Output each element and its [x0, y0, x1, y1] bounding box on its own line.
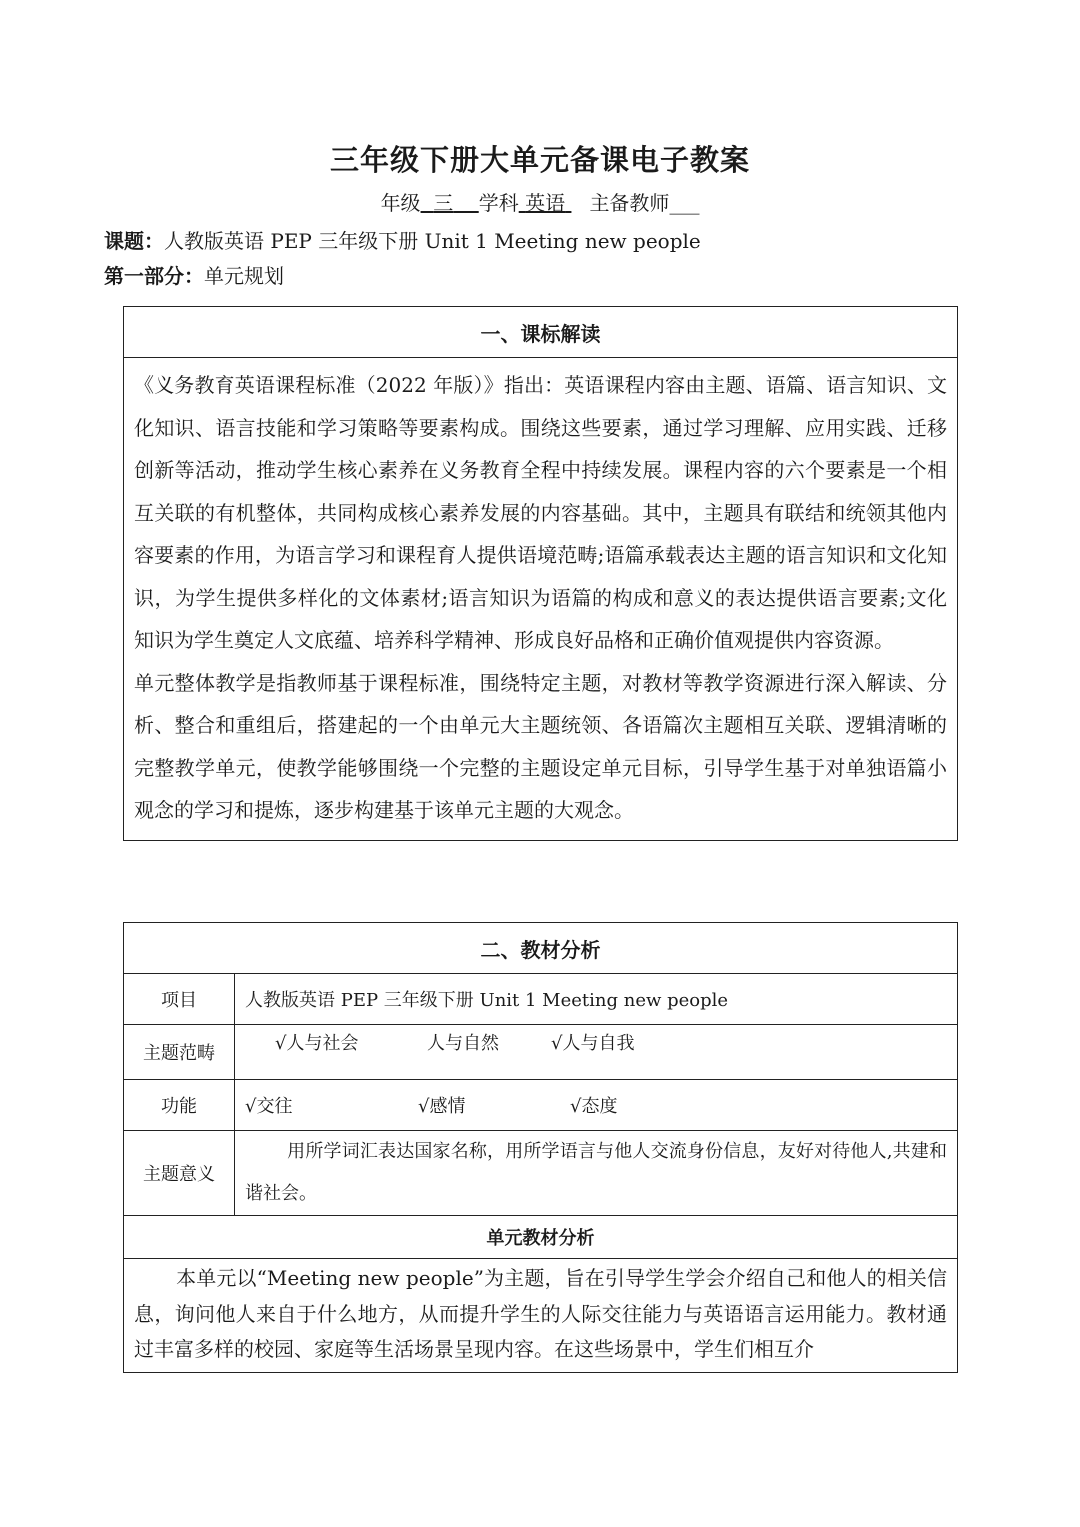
function-options: [235, 1080, 958, 1131]
theme-option-society: √人与社会: [275, 1033, 359, 1054]
textbook-table: [123, 922, 958, 1373]
unit-analysis-heading: 单元教材分析: [124, 1216, 958, 1259]
topic-line: [104, 225, 701, 254]
topic-value: 人教版英语 PEP 三年级下册 Unit 1 Meeting new people: [164, 229, 701, 253]
part-label: 第一部分：: [104, 264, 204, 288]
function-label: 功能: [124, 1080, 235, 1131]
grade-label: 年级: [380, 191, 421, 215]
item-value: 人教版英语 PEP 三年级下册 Unit 1 Meeting new people: [235, 974, 958, 1025]
section2-heading: 二、教材分析: [124, 923, 958, 974]
meaning-cell: [235, 1131, 958, 1216]
theme-label: 主题范畴: [124, 1025, 235, 1080]
subject-value: 英语: [525, 191, 566, 215]
theme-option-nature: 人与自然: [427, 1033, 499, 1054]
page-title: 三年级下册大单元备课电子教案: [329, 143, 750, 177]
part-value: 单元规划: [204, 264, 284, 288]
meaning-label: 主题意义: [124, 1131, 235, 1216]
unit-analysis-text: 本单元以“Meeting new people”为主题，旨在引导学生学会介绍自己和他人的相关信息，询问他人来自于什么地方，从而提升学生的人际交往能力与英语语言运用能力。教材通过丰富多样的校园、家庭等生活场景呈现内容。在这些场景中，学生们相互介: [134, 1266, 947, 1361]
item-label: 项目: [124, 974, 235, 1025]
teacher-label: 主备教师: [589, 191, 670, 215]
topic-label: 课题：: [104, 229, 164, 253]
grade-value: 三: [433, 191, 454, 215]
function-option-communication: √交往: [245, 1096, 293, 1117]
section1-para2: 单元整体教学是指教师基于课程标准，围绕特定主题，对教材等教学资源进行深入解读、分析、整合和重组后，搭建起的一个由单元大主题统领、各语篇次主题相互关联、逻辑清晰的完整教学单元，使教学能够围绕一个完整的主题设定单元目标，引导学生基于对单独语篇小观念的学习和提炼，逐步构建基于该单元主题的大观念。: [134, 670, 947, 822]
curriculum-table: [123, 306, 958, 841]
meaning-value: 用所学词汇表达国家名称，用所学语言与他人交流身份信息，友好对待他人,共建和谐社会。: [245, 1141, 947, 1204]
unit-analysis-cell: [124, 1259, 958, 1373]
section1-para1: 《义务教育英语课程标准（2022 年版）》指出：英语课程内容由主题、语篇、语言知识、文化知识、语言技能和学习策略等要素构成。围绕这些要素，通过学习理解、应用实践、迁移创新等活动，推动学生核心素养在义务教育全程中持续发展。课程内容的六个要素是一个相互关联的有机整体，共同构成核心素养发展的内容基础。其中，主题具有联结和统领其他内容要素的作用，为语言学习和课程育人提供语境范畴;语篇承载表达主题的语言知识和文化知识，为学生提供多样化的文体素材;语言知识为语篇的构成和意义的表达提供语言要素;文化知识为学生奠定人文底蕴、培养科学精神、形成良好品格和正确价值观提供内容资源。: [134, 373, 947, 652]
subject-label: 学科: [478, 191, 519, 215]
function-option-emotion: √感情: [418, 1096, 466, 1117]
function-option-attitude: √态度: [570, 1096, 618, 1117]
part-line: [104, 260, 284, 289]
section1-body: [124, 358, 958, 841]
section1-heading: 一、课标解读: [124, 307, 958, 358]
teacher-value: ___: [669, 191, 700, 215]
theme-options: [235, 1025, 958, 1080]
doc-meta: [0, 187, 1080, 216]
theme-option-self: √人与自我: [551, 1033, 635, 1054]
